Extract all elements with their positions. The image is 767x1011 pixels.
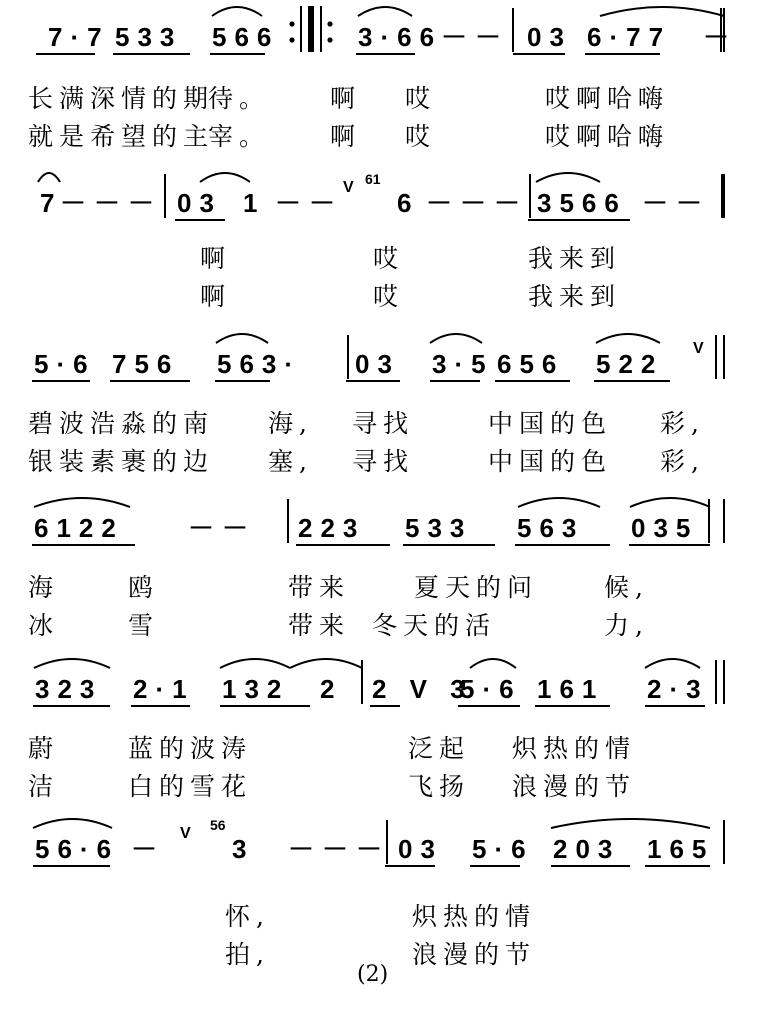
note-group: 035	[631, 513, 699, 543]
lyric-segment: 啊	[330, 84, 362, 113]
duration-dashes: －－－	[288, 834, 391, 864]
lyric-segment: 鸥	[128, 573, 160, 602]
note-group: 533	[405, 513, 473, 543]
note-group: 522	[596, 349, 664, 379]
slur	[518, 498, 600, 507]
duration-dashes: －－	[642, 188, 711, 218]
note-group: 6·77	[587, 22, 672, 52]
lyric-segment: 寻找	[352, 409, 415, 438]
note-group: 03	[398, 834, 443, 864]
lyric-segment: 我来到	[528, 244, 622, 273]
lyric-segment: 浪漫的节	[512, 772, 637, 801]
slur	[33, 819, 112, 828]
lyric-segment: 蔚	[28, 734, 60, 763]
note-group: 756	[112, 349, 180, 379]
lyric-segment: 炽热的情	[412, 902, 537, 931]
note-group: 132	[222, 674, 290, 704]
slur	[212, 7, 262, 16]
duration-dashes: －－	[275, 188, 344, 218]
lyric-segment: 白的雪花	[128, 772, 253, 801]
repeat-sign	[289, 6, 332, 52]
lyric-segment: 带来	[288, 611, 351, 640]
duration-dashes: －－－	[426, 188, 529, 218]
note-group: 2·3	[647, 674, 709, 704]
lyric-segment: 啊	[330, 122, 362, 151]
duration-dashes: －	[703, 22, 738, 52]
note-group: 161	[537, 674, 605, 704]
grace-notes: 56	[210, 817, 226, 833]
note-group: 6122	[34, 513, 124, 543]
note-group: 03	[527, 22, 572, 52]
lyric-segment: 海	[28, 573, 60, 602]
lyric-segment: 我来到	[528, 282, 622, 311]
lyric-segment: 冬天的活	[372, 611, 497, 640]
slur	[430, 334, 482, 343]
note-group: 5·6	[34, 349, 96, 379]
note-group: 656	[497, 349, 565, 379]
slur	[34, 659, 110, 668]
lyric-segment: 洁	[28, 772, 60, 801]
slur	[551, 819, 710, 828]
note-group: 165	[647, 834, 715, 864]
note-group: 6	[397, 188, 420, 218]
lyric-segment: 彩,	[660, 409, 705, 438]
duration-dashes: －	[131, 834, 166, 864]
lyric-segment: 海,	[268, 409, 313, 438]
note-group: 566	[212, 22, 280, 52]
lyric-segment: 就是希望的主	[28, 122, 215, 151]
lyric-segment: 雪	[128, 611, 160, 640]
lyric-segment: 啊	[200, 244, 232, 273]
lyric-segment: 带来	[288, 573, 351, 602]
lyric-segment: 中国的色	[488, 447, 613, 476]
lyric-segment: 浪漫的节	[412, 940, 537, 969]
slur	[38, 173, 60, 182]
slur	[290, 659, 362, 668]
note-group: 2	[320, 674, 343, 704]
note-group: 563	[517, 513, 585, 543]
lyric-segment: 寻找	[352, 447, 415, 476]
lyric-segment: 长满深情的期	[28, 84, 215, 113]
lyric-segment: 哎	[405, 122, 437, 151]
note-group: 2 V 3	[372, 674, 473, 704]
note-group: 03	[355, 349, 400, 379]
lyric-segment: 啊	[200, 282, 232, 311]
lyric-segment: 哎	[405, 84, 437, 113]
lyric-segment: 宰。	[208, 122, 271, 151]
lyric-segment: 冰	[28, 611, 60, 640]
slur	[600, 7, 724, 16]
slur	[630, 498, 710, 507]
note-group: 5·6	[472, 834, 534, 864]
duration-dashes: －－	[441, 22, 510, 52]
note-group: 323	[35, 674, 103, 704]
note-group: 1	[243, 188, 266, 218]
lyric-segment: 拍,	[225, 940, 270, 969]
lyric-segment: 夏天的问	[414, 573, 539, 602]
note-group: 3·5	[432, 349, 494, 379]
lyric-segment: 飞扬	[408, 772, 471, 801]
lyric-segment: 哎	[373, 282, 405, 311]
lyric-segment: 银装素裹的边	[28, 447, 215, 476]
duration-dashes: －－－	[60, 188, 163, 218]
duration-dashes: －－	[188, 513, 257, 543]
lyric-segment: 候,	[604, 573, 649, 602]
lyric-segment: 炽热的情	[512, 734, 637, 763]
page-number: (2)	[357, 962, 389, 987]
lyric-segment: 泛起	[408, 734, 471, 763]
slur	[645, 659, 700, 668]
lyric-segment: 碧波浩淼的南	[28, 409, 215, 438]
lyric-segment: 彩,	[660, 447, 705, 476]
lyric-segment: 哎啊哈嗨	[545, 122, 670, 151]
lyric-segment: 蓝的波涛	[128, 734, 253, 763]
note-group: 5·6	[460, 674, 522, 704]
slur	[34, 498, 130, 507]
grace-notes: 61	[365, 171, 381, 187]
note-group: 03	[177, 188, 222, 218]
note-group: 3·66	[358, 22, 443, 52]
breath-mark: V	[180, 825, 191, 842]
breath-mark: V	[693, 340, 704, 357]
lyric-segment: 待。	[208, 84, 271, 113]
note-group: 7·7	[48, 22, 110, 52]
note-group: 7	[40, 188, 63, 218]
note-group: 2·1	[133, 674, 195, 704]
lyric-segment: 力,	[604, 611, 649, 640]
slur	[470, 659, 516, 668]
slur	[596, 334, 660, 343]
lyric-segment: 怀,	[225, 902, 270, 931]
note-group: 56·6	[35, 834, 120, 864]
slur	[220, 659, 290, 668]
note-group: 223	[298, 513, 366, 543]
breath-mark: V	[343, 179, 354, 196]
note-group: 533	[115, 22, 183, 52]
slur	[536, 173, 600, 182]
lyric-segment: 哎	[373, 244, 405, 273]
note-group: 203	[553, 834, 621, 864]
slur	[358, 7, 412, 16]
slur	[216, 334, 268, 343]
lyric-segment: 塞,	[268, 447, 313, 476]
lyric-segment: 哎啊哈嗨	[545, 84, 670, 113]
note-group: 3566	[537, 188, 627, 218]
note-group: 3	[232, 834, 255, 864]
note-group: 563·	[217, 349, 302, 379]
lyric-segment: 中国的色	[488, 409, 613, 438]
slur	[200, 173, 250, 182]
